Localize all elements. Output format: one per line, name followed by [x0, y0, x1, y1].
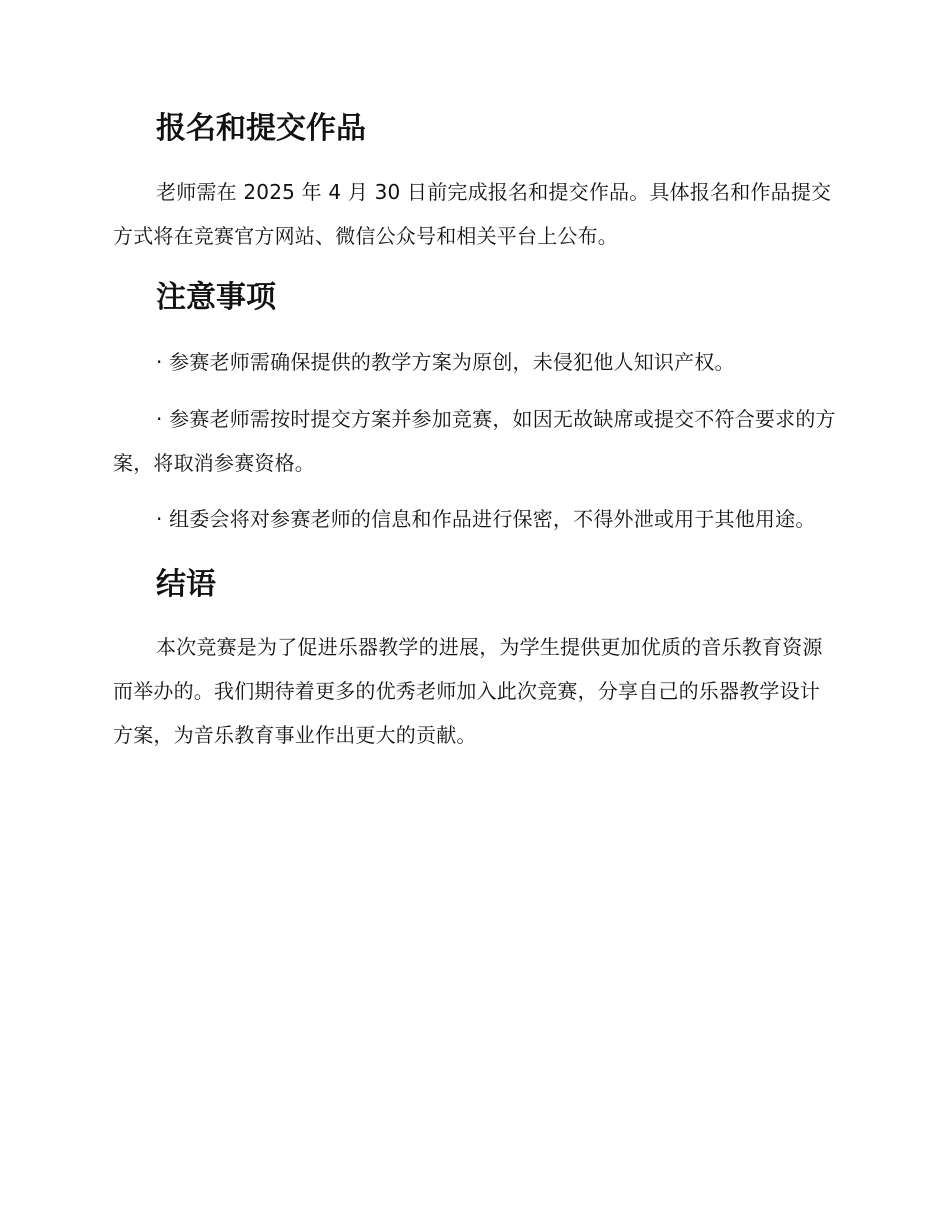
section-heading-registration: 报名和提交作品: [156, 111, 366, 146]
notes-item-attendance: · 参赛老师需按时提交方案并参加竞赛，如因无故缺席或提交不符合要求的方案，将取消参赛资格。: [113, 407, 836, 475]
section-heading-conclusion: 结语: [156, 567, 216, 602]
notes-item-originality: · 参赛老师需确保提供的教学方案为原创，未侵犯他人知识产权。: [156, 350, 735, 374]
registration-paragraph: 老师需在 2025 年 4 月 30 日前完成报名和提交作品。具体报名和作品提交方式将在竞赛官方网站、微信公众号和相关平台上公布。: [113, 180, 832, 248]
notes-item-confidentiality: · 组委会将对参赛老师的信息和作品进行保密，不得外泄或用于其他用途。: [156, 507, 816, 531]
conclusion-paragraph: 本次竞赛是为了促进乐器教学的进展，为学生提供更加优质的音乐教育资源而举办的。我们期待着更多的优秀老师加入此次竞赛，分享自己的乐器教学设计方案，为音乐教育事业作出更大的贡献。: [113, 635, 823, 747]
section-heading-notes: 注意事项: [156, 280, 276, 315]
document-page: [113, 113, 837, 757]
